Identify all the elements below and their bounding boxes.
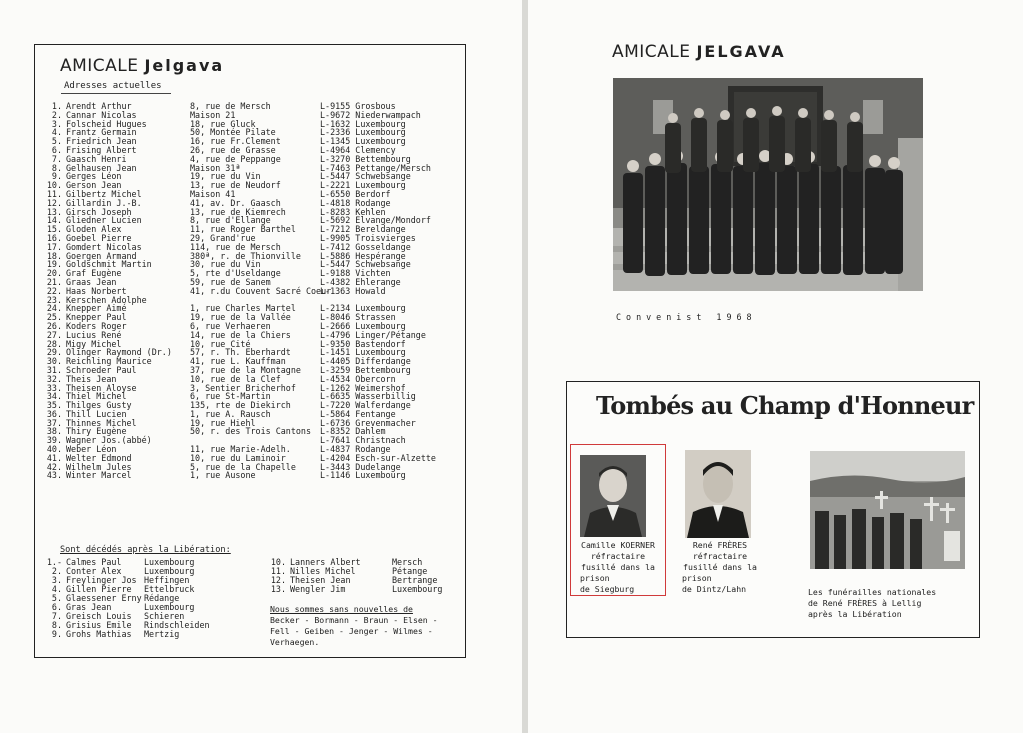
member-name: Frantz Germain xyxy=(66,127,137,138)
member-city: L-9350 Bastendorf xyxy=(320,338,406,349)
member-street: 57, r. Th. Eberhardt xyxy=(190,347,291,358)
address-number: 18. xyxy=(46,250,62,261)
member-street: 6, rue Verhaeren xyxy=(190,320,271,331)
deceased-town: Schieren xyxy=(144,611,185,621)
member-street: 10, rue de la Clef xyxy=(190,373,281,384)
address-number: 31. xyxy=(46,364,62,375)
member-city: L-3270 Bettembourg xyxy=(320,153,411,164)
member-street: 37, rue de la Montagne xyxy=(190,364,301,375)
address-number: 32. xyxy=(46,373,62,384)
subtitle-underline xyxy=(61,93,171,94)
member-city: L-9155 Grosbous xyxy=(320,101,396,111)
deceased-number: 4. xyxy=(51,584,62,594)
caption-line: de Dintz/Lahn xyxy=(682,584,747,594)
address-number: 4. xyxy=(51,127,62,138)
member-name: Welter Edmond xyxy=(66,452,132,463)
deceased-number: 13. xyxy=(270,584,286,594)
member-city: L-4405 Differdange xyxy=(320,356,411,367)
address-number: 20. xyxy=(46,268,62,279)
address-number: 41. xyxy=(46,452,62,463)
address-subtitle: Adresses actuelles xyxy=(64,81,162,91)
title-name: Jelgava xyxy=(144,56,225,75)
member-street: 41, av. Dr. Gaasch xyxy=(190,197,281,208)
deceased-town: Luxembourg xyxy=(144,557,195,567)
deceased-town: Luxembourg xyxy=(392,584,443,594)
deceased-town: Ettelbruck xyxy=(144,584,195,594)
address-number: 16. xyxy=(46,232,62,243)
member-name: Goldschmit Martin xyxy=(66,259,152,270)
member-name: Theisen Aloyse xyxy=(66,382,137,393)
address-number: 19. xyxy=(46,259,62,270)
right-page-title xyxy=(612,42,786,62)
funeral-photo xyxy=(810,451,965,569)
address-number: 12. xyxy=(46,197,62,208)
member-name: Haas Norbert xyxy=(66,285,127,296)
address-number: 34. xyxy=(46,391,62,402)
member-city: L-4796 Linger/Pétange xyxy=(320,329,426,340)
address-number: 42. xyxy=(46,461,62,472)
address-number: 38. xyxy=(46,426,62,437)
member-city: L-8283 Kehlen xyxy=(320,206,386,217)
member-street: 1, rue Ausone xyxy=(190,470,256,481)
member-name: Lucius René xyxy=(66,329,122,340)
member-name: Gerges Léon xyxy=(66,171,122,182)
member-name: Goergen Armand xyxy=(66,250,137,261)
deceased-list-right xyxy=(270,558,460,594)
member-street: 114, rue de Mersch xyxy=(190,241,281,252)
member-street: 4, rue de Peppange xyxy=(190,153,281,164)
address-number: 10. xyxy=(46,180,62,191)
member-street: 8, rue de Mersch xyxy=(190,101,271,111)
member-city: L-7220 Walferdange xyxy=(320,400,411,411)
member-city: L-5447 Schwebsange xyxy=(320,259,411,270)
member-city: L-1262 Weimershof xyxy=(320,382,406,393)
member-name: Kerschen Adolphe xyxy=(66,294,147,305)
deceased-name: Glaessener Erny xyxy=(66,593,142,603)
member-name: Girsch Joseph xyxy=(66,206,132,217)
address-number: 2. xyxy=(51,109,62,120)
deceased-row xyxy=(36,630,276,639)
member-name: Thill Lucien xyxy=(66,408,127,419)
member-street: 5, rue de la Chapelle xyxy=(190,461,296,472)
member-street: 50, r. des Trois Cantons xyxy=(190,426,312,437)
member-city: L-1363 Howald xyxy=(320,285,386,296)
deceased-town: Luxembourg xyxy=(144,566,195,576)
member-name: Knepper Paul xyxy=(66,312,127,323)
address-number: 25. xyxy=(46,312,62,323)
address-number: 27. xyxy=(46,329,62,340)
member-name: Gliedner Lucien xyxy=(66,215,142,226)
member-name: Graas Jean xyxy=(66,276,117,287)
group-photo-caption: Convenist 1968 xyxy=(616,312,757,322)
address-number: 13. xyxy=(46,206,62,217)
member-name: Olinger Raymond (Dr.) xyxy=(66,347,172,358)
deceased-name: Gras Jean xyxy=(66,602,112,612)
member-name: Thinnes Michel xyxy=(66,417,137,428)
member-street: 380ª, r. de Thionville xyxy=(190,250,301,261)
address-number: 7. xyxy=(51,153,62,164)
deceased-number: 10. xyxy=(270,557,286,567)
member-name: Cannar Nicolas xyxy=(66,109,137,120)
member-street: 30, rue du Vin xyxy=(190,259,261,270)
member-name: Folscheid Hugues xyxy=(66,118,147,129)
deceased-town: Rédange xyxy=(144,593,180,603)
member-street: 1, rue A. Rausch xyxy=(190,408,271,419)
address-number: 40. xyxy=(46,444,62,455)
member-city: L-1451 Luxembourg xyxy=(320,347,406,358)
missing-members-names: Becker - Bormann - Braun - Elsen - Fell - Geiben - Jenger - Wilmes - Verhaegen. xyxy=(270,615,438,647)
deceased-name: Conter Alex xyxy=(66,566,122,576)
deceased-name: Theisen Jean xyxy=(290,575,351,585)
deceased-town: Heffingen xyxy=(144,575,190,585)
member-city: L-4534 Obercorn xyxy=(320,373,396,384)
member-name: Friedrich Jean xyxy=(66,136,137,147)
portrait-koerner-caption xyxy=(574,540,662,595)
member-city: L-3443 Dudelange xyxy=(320,461,401,472)
member-name: Migy Michel xyxy=(66,338,122,349)
member-city: L-4204 Esch-sur-Alzette xyxy=(320,452,436,463)
deceased-name: Freylinger Jos xyxy=(66,575,137,585)
deceased-town: Luxembourg xyxy=(144,602,195,612)
member-city: L-1345 Luxembourg xyxy=(320,136,406,147)
member-name: Wagner Jos.(abbé) xyxy=(66,435,152,446)
address-number: 22. xyxy=(46,285,62,296)
member-street: 6, rue St-Martin xyxy=(190,391,271,402)
deceased-number: 9. xyxy=(51,629,62,639)
member-street: 18, rue Gluck xyxy=(190,118,256,129)
member-city: L-1632 Luxembourg xyxy=(320,118,406,129)
deceased-name: Grisius Emile xyxy=(66,620,132,630)
address-number: 15. xyxy=(46,224,62,235)
member-street: 19, rue Hiehl xyxy=(190,417,256,428)
member-street: 135, rte de Diekirch xyxy=(190,400,291,411)
member-city: L-9905 Troisvierges xyxy=(320,232,416,243)
address-number: 5. xyxy=(51,136,62,147)
address-number: 28. xyxy=(46,338,62,349)
address-number: 1. xyxy=(51,101,62,111)
member-city: L-4818 Rodange xyxy=(320,197,391,208)
member-name: Winter Marcel xyxy=(66,470,132,481)
deceased-name: Grohs Mathias xyxy=(66,629,132,639)
member-city: L-5692 Elvange/Mondorf xyxy=(320,215,431,226)
member-name: Thilges Gusty xyxy=(66,400,132,411)
member-city: L-6550 Berdorf xyxy=(320,188,391,199)
member-city: L-7463 Pettange/Mersch xyxy=(320,162,431,173)
deceased-name: Nilles Michel xyxy=(290,566,356,576)
member-name: Gloden Alex xyxy=(66,224,122,235)
caption-line: Camille KOERNER xyxy=(581,540,655,550)
member-name: Theis Jean xyxy=(66,373,117,384)
address-number: 23. xyxy=(46,294,62,305)
portrait-freres xyxy=(685,450,751,538)
deceased-name: Greisch Louis xyxy=(66,611,132,621)
deceased-town: Bertrange xyxy=(392,575,438,585)
member-name: Gerson Jean xyxy=(66,180,122,191)
address-number: 8. xyxy=(51,162,62,173)
address-number: 3. xyxy=(51,118,62,129)
member-street: 41, rue L. Kauffman xyxy=(190,356,286,367)
deceased-town: Pétange xyxy=(392,566,428,576)
caption-line: réfractaire xyxy=(692,551,748,561)
member-city: L-7412 Gosseldange xyxy=(320,241,411,252)
member-street: 10, rue du Laminoir xyxy=(190,452,286,463)
group-photo xyxy=(613,78,923,291)
member-city: L-3259 Bettembourg xyxy=(320,364,411,375)
deceased-number: 5. xyxy=(51,593,62,603)
address-number: 21. xyxy=(46,276,62,287)
member-city: L-4964 Clemency xyxy=(320,144,396,155)
deceased-town: Mersch xyxy=(392,557,423,567)
left-page-title xyxy=(60,56,224,76)
caption-line: réfractaire xyxy=(590,551,646,561)
caption-line: de René FRÈRES à Lellig xyxy=(808,598,922,608)
address-list xyxy=(40,102,460,480)
deceased-town: Mertzig xyxy=(144,629,180,639)
deceased-name: Calmes Paul xyxy=(66,557,122,567)
member-name: Goebel Pierre xyxy=(66,232,132,243)
member-city: L-9672 Niederwampach xyxy=(320,109,421,120)
address-number: 30. xyxy=(46,356,62,367)
member-city: L-8046 Strassen xyxy=(320,312,396,323)
caption-line: prison xyxy=(580,573,610,583)
member-street: Maison 31ª xyxy=(190,162,241,173)
member-name: Gaasch Henri xyxy=(66,153,127,164)
deceased-list-left xyxy=(36,558,276,639)
funeral-caption xyxy=(808,587,936,620)
address-number: 37. xyxy=(46,417,62,428)
address-number: 6. xyxy=(51,144,62,155)
group-photo-image xyxy=(613,78,923,291)
member-street: 11, rue Roger Barthel xyxy=(190,224,296,235)
member-street: 29, Grand'rue xyxy=(190,232,256,243)
member-street: 3, Sentier Bricherhof xyxy=(190,382,296,393)
member-name: Thiel Michel xyxy=(66,391,127,402)
member-street: 5, rte d'Useldange xyxy=(190,268,281,279)
member-street: 59, rue de Sanem xyxy=(190,276,271,287)
deceased-title: Sont décédés après la Libération: xyxy=(60,545,231,555)
member-street: 11, rue Marie-Adelh. xyxy=(190,444,291,455)
address-number: 43. xyxy=(46,470,62,481)
member-city: L-1146 Luxembourg xyxy=(320,470,406,481)
member-street: 19, rue de la Vallée xyxy=(190,312,291,323)
member-street: 13, rue de Kiemrech xyxy=(190,206,286,217)
title-name: JELGAVA xyxy=(696,42,786,61)
address-number: 33. xyxy=(46,382,62,393)
honour-title: Tombés au Champ d'Honneur xyxy=(596,391,974,420)
member-city: L-6736 Grevenmacher xyxy=(320,417,416,428)
member-city: L-2221 Luxembourg xyxy=(320,180,406,191)
member-street: 8, rue d'Ellange xyxy=(190,215,271,226)
deceased-number: 8. xyxy=(51,620,62,630)
deceased-number: 11. xyxy=(270,566,286,576)
member-city: L-5886 Hespérange xyxy=(320,250,406,261)
title-prefix: AMICALE xyxy=(612,42,691,62)
member-street: Maison 21 xyxy=(190,109,236,120)
member-name: Schroeder Paul xyxy=(66,364,137,375)
member-city: L-8352 Dahlem xyxy=(320,426,386,437)
caption-line: Les funérailles nationales xyxy=(808,587,937,597)
member-name: Frising Albert xyxy=(66,144,137,155)
member-name: Weber Léon xyxy=(66,444,117,455)
member-city: L-5447 Schwebsange xyxy=(320,171,411,182)
caption-line: après la Libération xyxy=(808,609,902,619)
member-street: 13, rue de Neudorf xyxy=(190,180,281,191)
member-street: 16, rue Fr.Clement xyxy=(190,136,281,147)
member-street: 41, r.du Couvent Sacré Coeur xyxy=(190,285,332,296)
member-street: 10, rue Cité xyxy=(190,338,251,349)
deceased-number: 1.- xyxy=(46,557,62,567)
deceased-number: 12. xyxy=(270,575,286,585)
missing-members-title: Nous sommes sans nouvelles de xyxy=(270,604,413,614)
member-city: L-7641 Christnach xyxy=(320,435,406,446)
member-name: Graf Eugène xyxy=(66,268,122,279)
address-number: 11. xyxy=(46,188,62,199)
deceased-number: 7. xyxy=(51,611,62,621)
deceased-name: Gillen Pierre xyxy=(66,584,132,594)
member-city: L-6635 Wasserbillig xyxy=(320,391,416,402)
caption-line: de Siegburg xyxy=(580,584,635,594)
member-name: Thiry Eugène xyxy=(66,426,127,437)
member-city: L-7212 Bereldange xyxy=(320,224,406,235)
member-name: Gillardin J.-B. xyxy=(66,197,142,208)
deceased-name: Lanners Albert xyxy=(290,557,361,567)
member-city: L-2666 Luxembourg xyxy=(320,320,406,331)
member-street: 50, Montée Pilate xyxy=(190,127,276,138)
title-prefix: AMICALE xyxy=(60,56,139,76)
address-number: 17. xyxy=(46,241,62,252)
member-city: L-9188 Vichten xyxy=(320,268,391,279)
member-name: Reichling Maurice xyxy=(66,356,152,367)
deceased-number: 6. xyxy=(51,602,62,612)
portrait-freres-image xyxy=(685,450,751,538)
member-city: L-4837 Rodange xyxy=(320,444,391,455)
member-street: 19, rue du Vin xyxy=(190,171,261,182)
funeral-photo-image xyxy=(810,451,965,569)
address-number: 29. xyxy=(46,347,62,358)
address-number: 9. xyxy=(51,171,62,182)
deceased-name: Wengler Jim xyxy=(290,584,346,594)
address-number: 26. xyxy=(46,320,62,331)
missing-members-note xyxy=(270,604,460,648)
member-city: L-4382 Ehlerange xyxy=(320,276,401,287)
caption-line: fusillé dans la xyxy=(581,562,655,572)
address-number: 14. xyxy=(46,215,62,226)
deceased-number: 3. xyxy=(51,575,62,585)
member-name: Koders Roger xyxy=(66,320,127,331)
address-number: 36. xyxy=(46,408,62,419)
address-number: 39. xyxy=(46,435,62,446)
deceased-number: 2. xyxy=(51,566,62,576)
member-name: Gilbertz Michel xyxy=(66,188,142,199)
portrait-freres-caption xyxy=(676,540,764,595)
address-row xyxy=(40,471,460,480)
caption-line: fusillé dans la xyxy=(683,562,757,572)
member-name: Gomdert Nicolas xyxy=(66,241,142,252)
member-name: Wilhelm Jules xyxy=(66,461,132,472)
member-city: L-2336 Luxembourg xyxy=(320,127,406,138)
deceased-town: Rindschleiden xyxy=(144,620,210,630)
member-city: L-5864 Fentange xyxy=(320,408,396,419)
address-number: 24. xyxy=(46,303,62,314)
member-street: 1, rue Charles Martel xyxy=(190,303,296,314)
caption-line: René FRÈRES xyxy=(692,540,748,550)
member-name: Gelhausen Jean xyxy=(66,162,137,173)
member-street: 26, rue de Grasse xyxy=(190,144,276,155)
member-street: 14, rue de la Chiers xyxy=(190,329,291,340)
member-street: Maison 41 xyxy=(190,188,236,199)
caption-line: prison xyxy=(682,573,712,583)
deceased-row xyxy=(270,585,460,594)
member-city: L-2134 Luxembourg xyxy=(320,303,406,314)
member-name: Arendt Arthur xyxy=(66,101,132,111)
member-name: Knepper Aimé xyxy=(66,303,127,314)
address-number: 35. xyxy=(46,400,62,411)
